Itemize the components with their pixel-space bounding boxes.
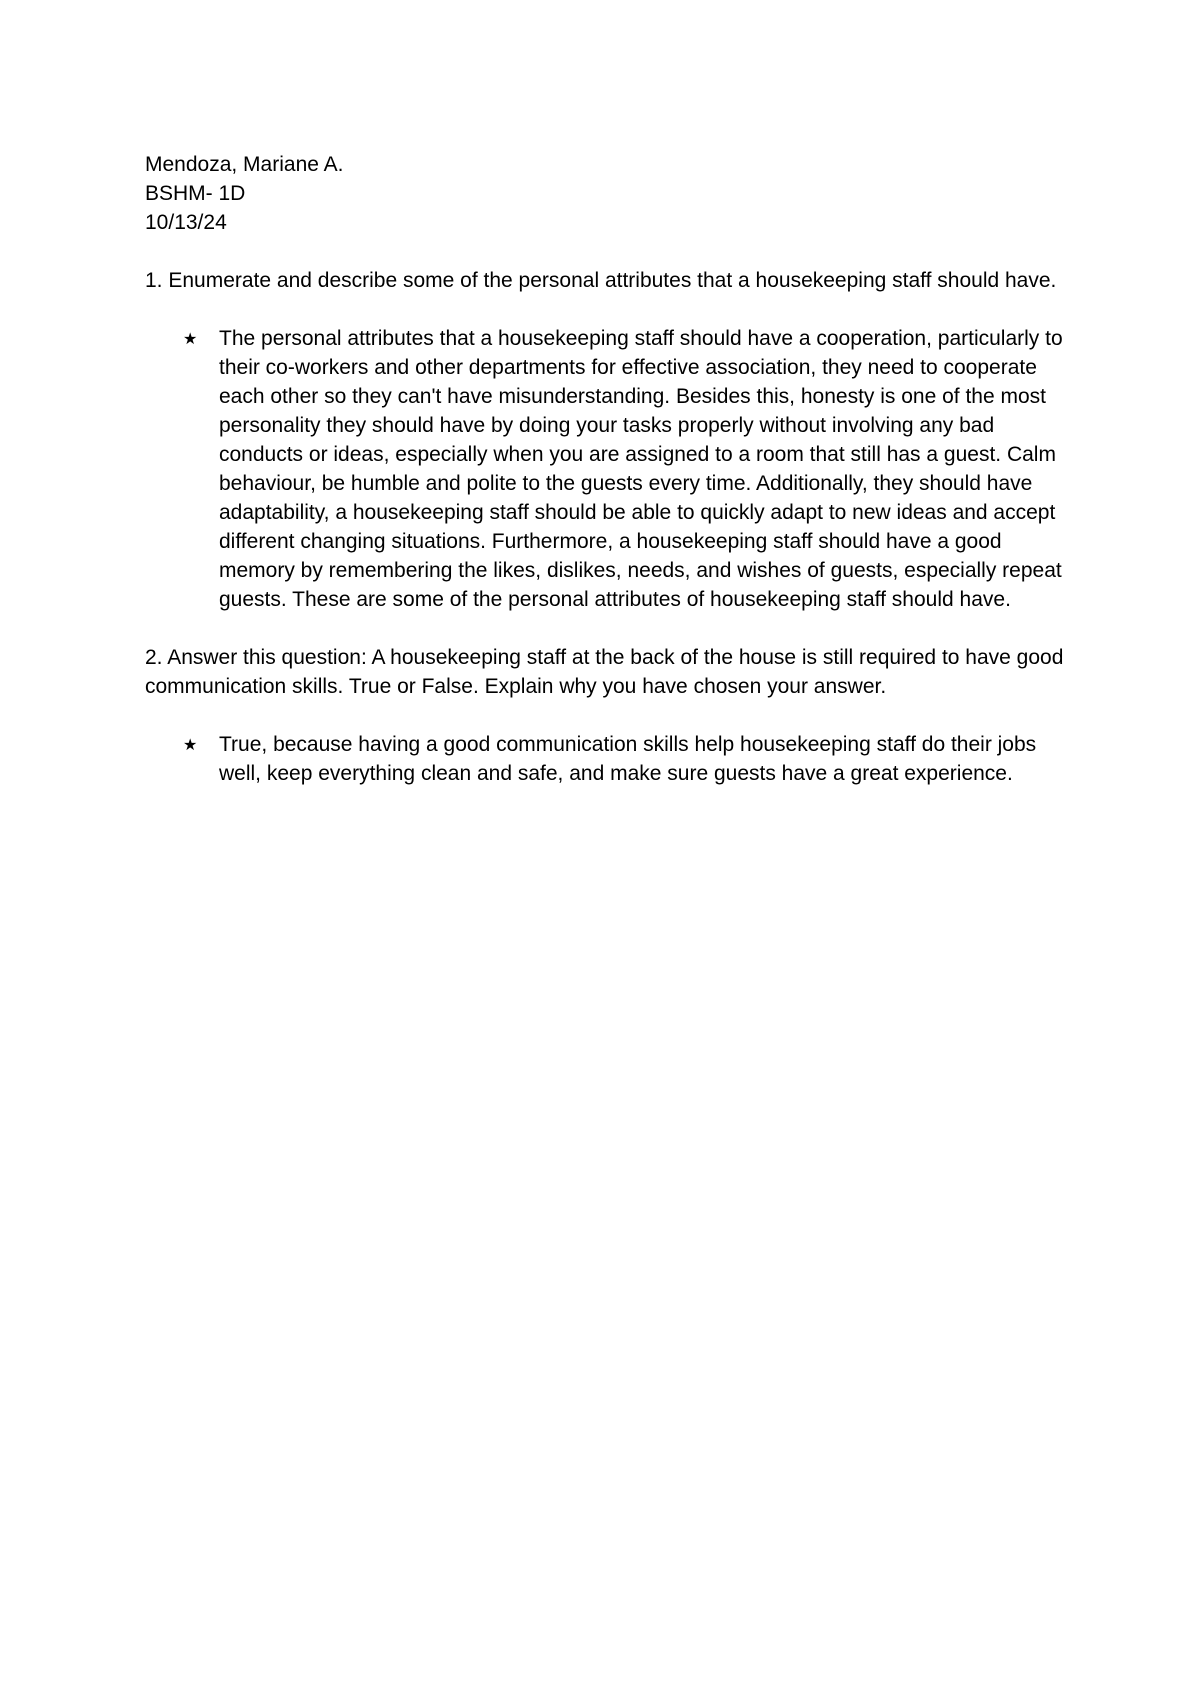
student-name: Mendoza, Mariane A. [145, 153, 344, 176]
question-1-answer [145, 324, 1075, 614]
question-1-prompt: 1. Enumerate and describe some of the personal attributes that a housekeeping staff should have. [145, 269, 1057, 292]
question-2-answer [145, 730, 1075, 788]
star-icon: ★ [183, 329, 198, 348]
student-section: BSHM- 1D [145, 182, 246, 205]
question-1-answer-text: The personal attributes that a housekeeping staff should have a cooperation, particularly to their co-workers and other departments for effective association, they need to cooperate each other so they can't have misunderstanding. Besides this, honesty is one of the most personality they should have by doing your tasks properly without involving any bad conducts or ideas, especially when you are assigned to a room that still has a guest. Calm behaviour, be humble and polite to the guests every time. Additionally, they should have adaptability, a housekeeping staff should be able to quickly adapt to new ideas and accept different changing situations. Furthermore, a housekeeping staff should have a good memory by remembering the likes, dislikes, needs, and wishes of guests, especially repeat guests. These are some of the personal attributes of housekeeping staff should have. [219, 327, 1063, 611]
student-info [145, 150, 1075, 237]
question-2-answer-list [145, 730, 1075, 788]
question-2-prompt: 2. Answer this question: A housekeeping staff at the back of the house is still required to have good communication skills. True or False. Explain why you have chosen your answer. [145, 646, 1064, 698]
submission-date: 10/13/24 [145, 211, 227, 234]
question-1-answer-list [145, 324, 1075, 614]
document-content [145, 150, 1075, 788]
question-2-answer-text: True, because having a good communication skills help housekeeping staff do their jobs well, keep everything clean and safe, and make sure guests have a great experience. [219, 733, 1037, 785]
star-icon: ★ [183, 735, 198, 754]
